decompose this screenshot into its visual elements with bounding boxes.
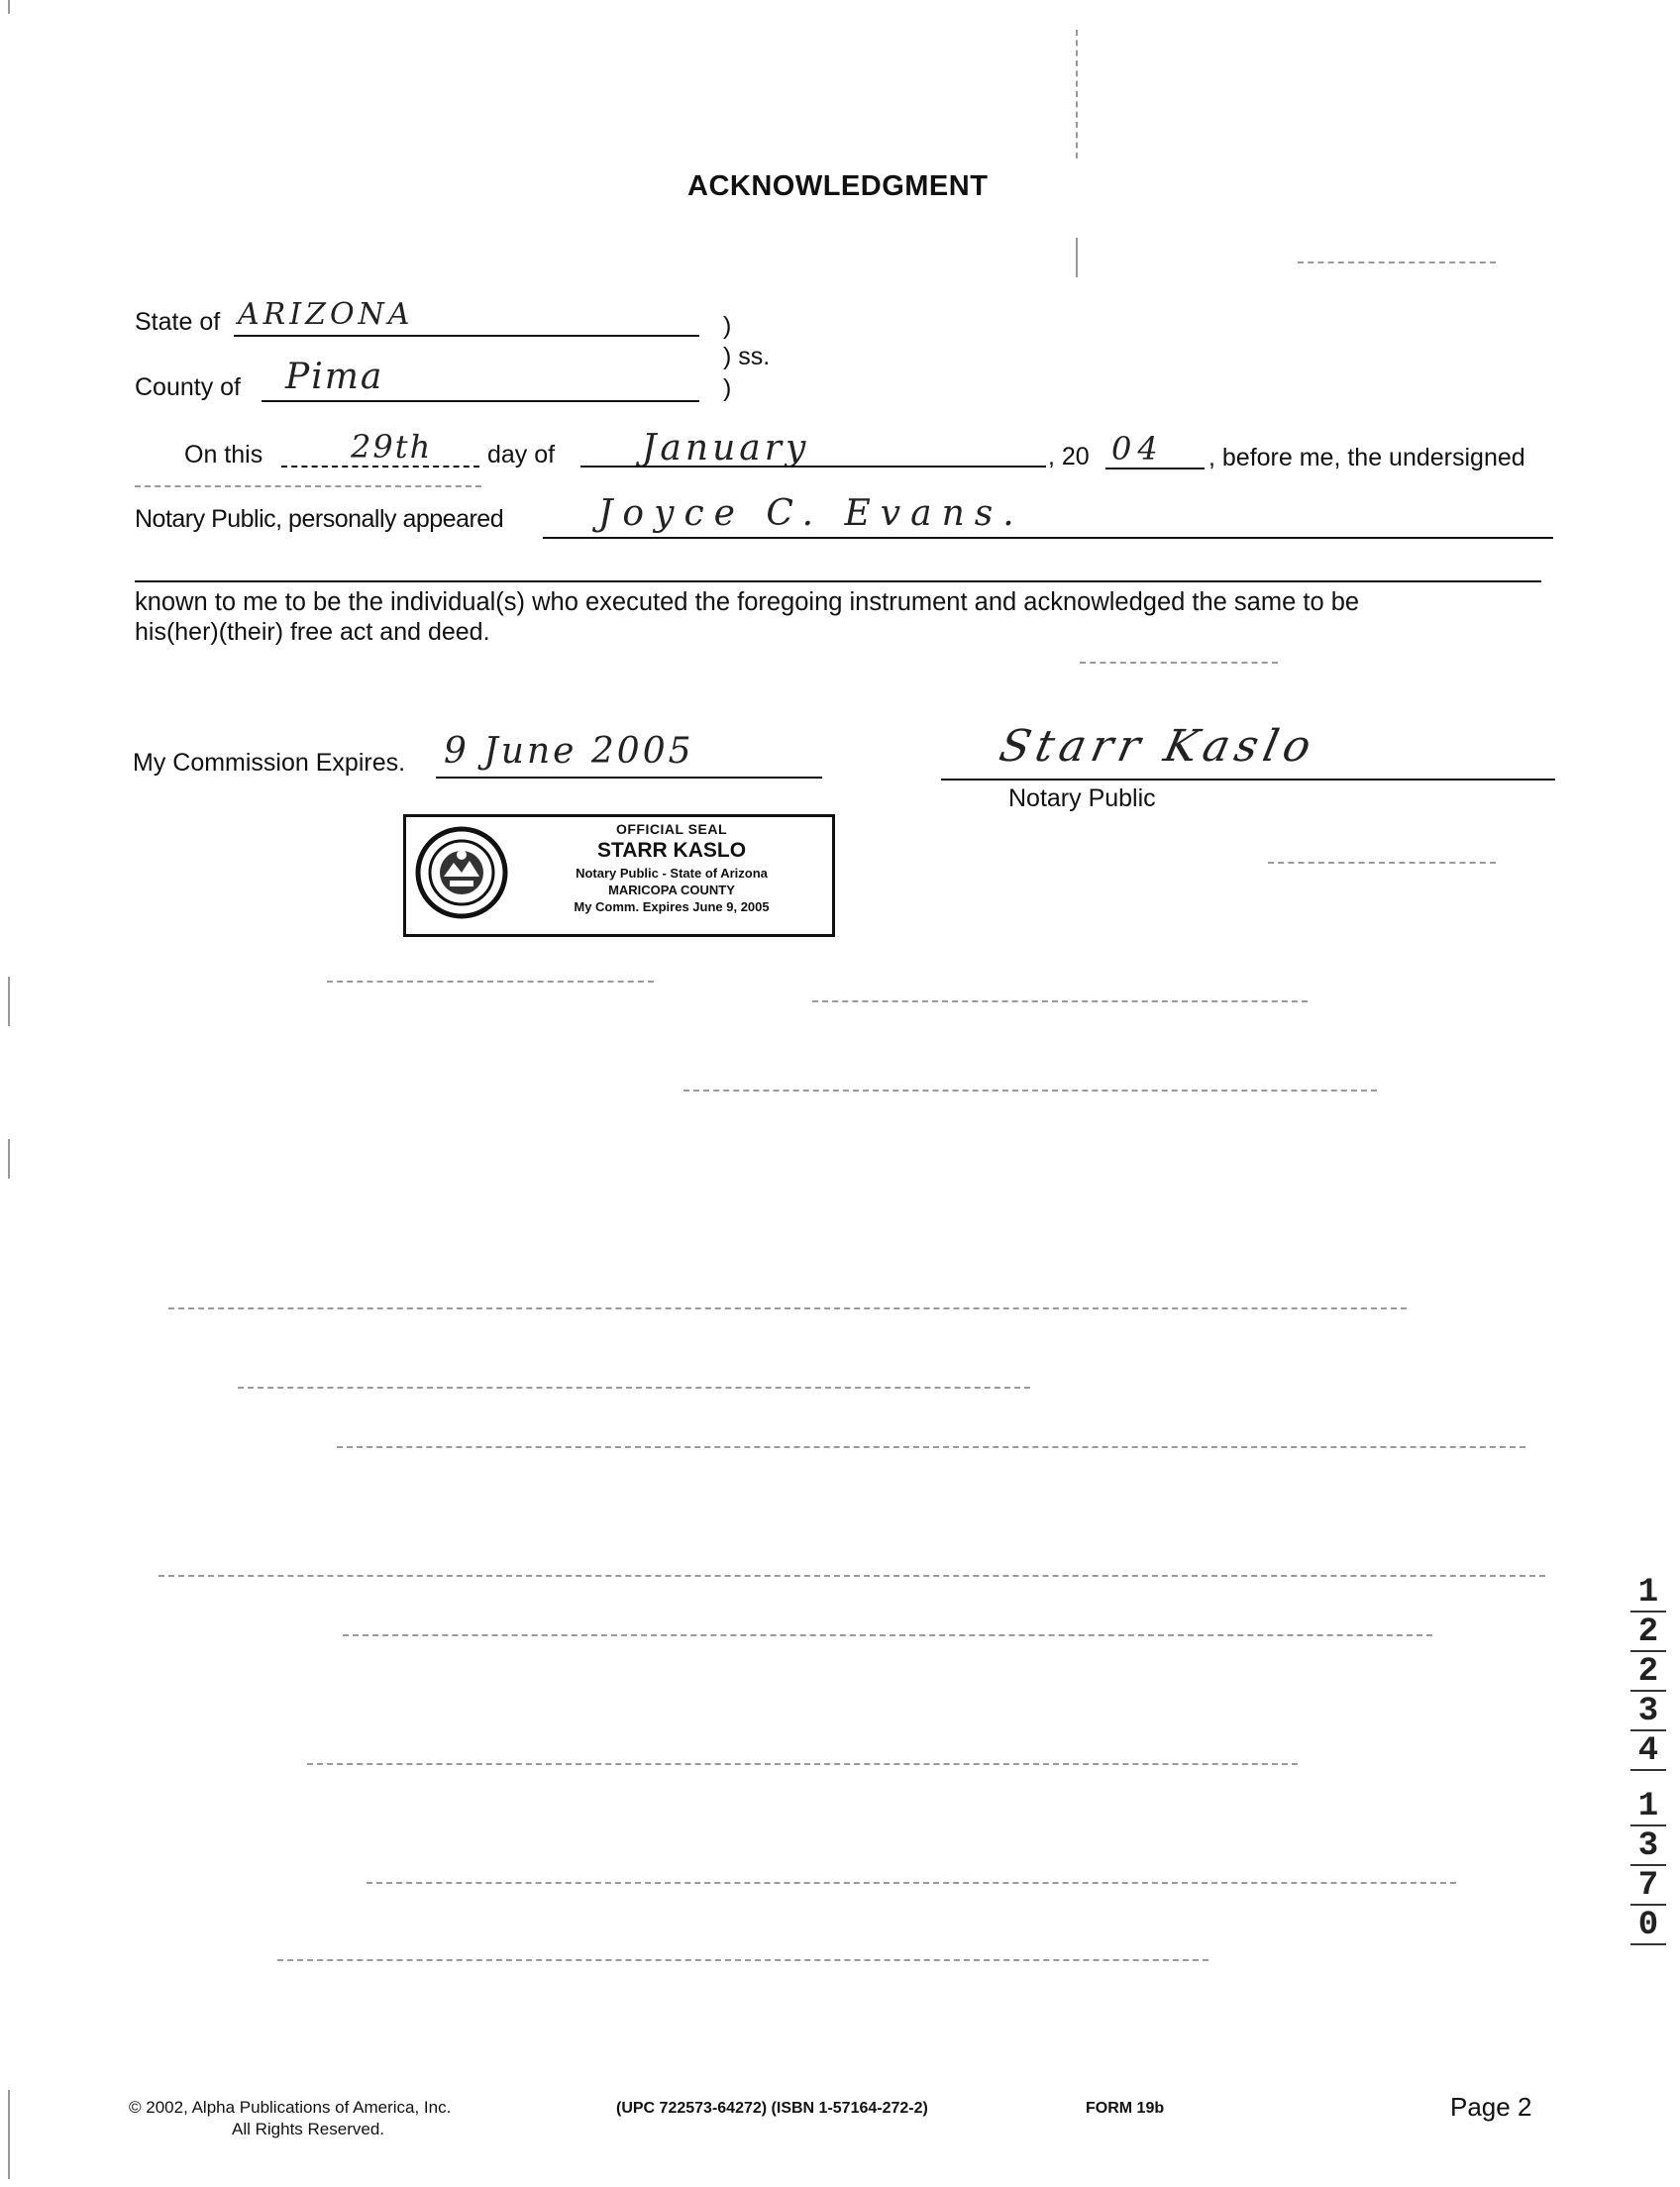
scan-mark: [8, 1139, 10, 1179]
month-value: January: [642, 428, 810, 469]
document-title: ACKNOWLEDGMENT: [687, 170, 989, 202]
state-seal-emblem-icon: [414, 825, 509, 920]
bracket-2: ): [723, 374, 732, 402]
commission-underline: [436, 777, 822, 779]
footer-form: FORM 19b: [1086, 2100, 1165, 2117]
footer-page: Page 2: [1450, 2092, 1532, 2122]
seal-line-4: MARICOPA COUNTY: [608, 883, 735, 897]
year-value: 04: [1111, 430, 1164, 468]
footer-rights: All Rights Reserved.: [232, 2120, 385, 2138]
scan-mark: [8, 0, 10, 14]
notary-signature: Starr Kaslo: [995, 721, 1321, 772]
day-value: 29th: [351, 428, 433, 466]
scan-mark: [1268, 862, 1496, 864]
scan-mark: [812, 1000, 1308, 1002]
scan-mark: [1076, 238, 1078, 277]
scan-mark: [1076, 30, 1078, 158]
margin-digit: 3: [1630, 1694, 1666, 1731]
on-this-label: On this: [184, 441, 263, 469]
scan-mark: [1298, 261, 1496, 263]
county-value: Pima: [285, 357, 384, 397]
commission-label: My Commission Expires.: [133, 749, 406, 777]
margin-digit: 3: [1630, 1828, 1666, 1866]
scan-mark: [683, 1090, 1377, 1092]
before-me-label: , before me, the undersigned: [1208, 444, 1525, 471]
scan-mark: [327, 981, 654, 983]
month-underline: [580, 466, 1046, 468]
state-label: State of: [135, 308, 221, 336]
scan-mark: [343, 1634, 1432, 1636]
margin-digit: 7: [1630, 1868, 1666, 1906]
margin-digit: 2: [1630, 1654, 1666, 1692]
day-of-label: day of: [487, 441, 556, 469]
seal-line-2: STARR KASLO: [596, 839, 747, 862]
scan-mark: [307, 1763, 1298, 1765]
scan-mark: [238, 1387, 1030, 1389]
scan-mark: [8, 2090, 10, 2179]
day-underline: [281, 466, 479, 468]
seal-line-1: OFFICIAL SEAL: [615, 821, 728, 837]
person-value: Joyce C. Evans.: [598, 493, 1024, 534]
county-label: County of: [135, 373, 242, 401]
margin-numbers: [1630, 1575, 1666, 1947]
person-underline: [543, 537, 1553, 539]
year-prefix: , 20: [1048, 443, 1090, 470]
margin-digit: 1: [1630, 1789, 1666, 1826]
margin-digit: 2: [1630, 1614, 1666, 1652]
signature-underline: [941, 779, 1555, 781]
state-value: ARIZONA: [238, 297, 414, 332]
body-line-1: known to me to be the individual(s) who executed the foregoing instrument and acknowledged the same to be: [135, 588, 1360, 616]
county-underline: [262, 400, 699, 402]
scan-mark: [337, 1446, 1525, 1448]
scan-mark: [168, 1307, 1407, 1309]
scan-mark: [277, 1959, 1208, 1961]
footer-copyright: © 2002, Alpha Publications of America, Inc.: [129, 2098, 452, 2117]
scan-mark: [367, 1882, 1456, 1884]
bracket-1: ): [723, 312, 732, 340]
appeared-label: Notary Public, personally appeared: [135, 505, 504, 533]
margin-digit: 1: [1630, 1575, 1666, 1613]
official-seal-stamp: [403, 814, 835, 937]
blank-line: [135, 580, 1541, 582]
notary-public-label: Notary Public: [1008, 784, 1156, 812]
body-line-2: his(her)(their) free act and deed.: [135, 618, 490, 646]
margin-digit: 4: [1630, 1733, 1666, 1771]
commission-value: 9 June 2005: [444, 731, 694, 772]
scan-mark: [135, 485, 481, 487]
seal-line-3: Notary Public - State of Arizona: [576, 866, 768, 881]
margin-digit: 0: [1630, 1908, 1666, 1945]
seal-line-5: My Comm. Expires June 9, 2005: [574, 899, 770, 914]
scan-mark: [158, 1575, 1545, 1577]
year-underline: [1105, 468, 1205, 469]
footer-codes: (UPC 722573-64272) (ISBN 1-57164-272-2): [616, 2100, 928, 2117]
ss-label: ) ss.: [723, 343, 771, 370]
scan-mark: [8, 977, 10, 1026]
scan-mark: [1080, 662, 1278, 664]
state-underline: [234, 335, 699, 337]
